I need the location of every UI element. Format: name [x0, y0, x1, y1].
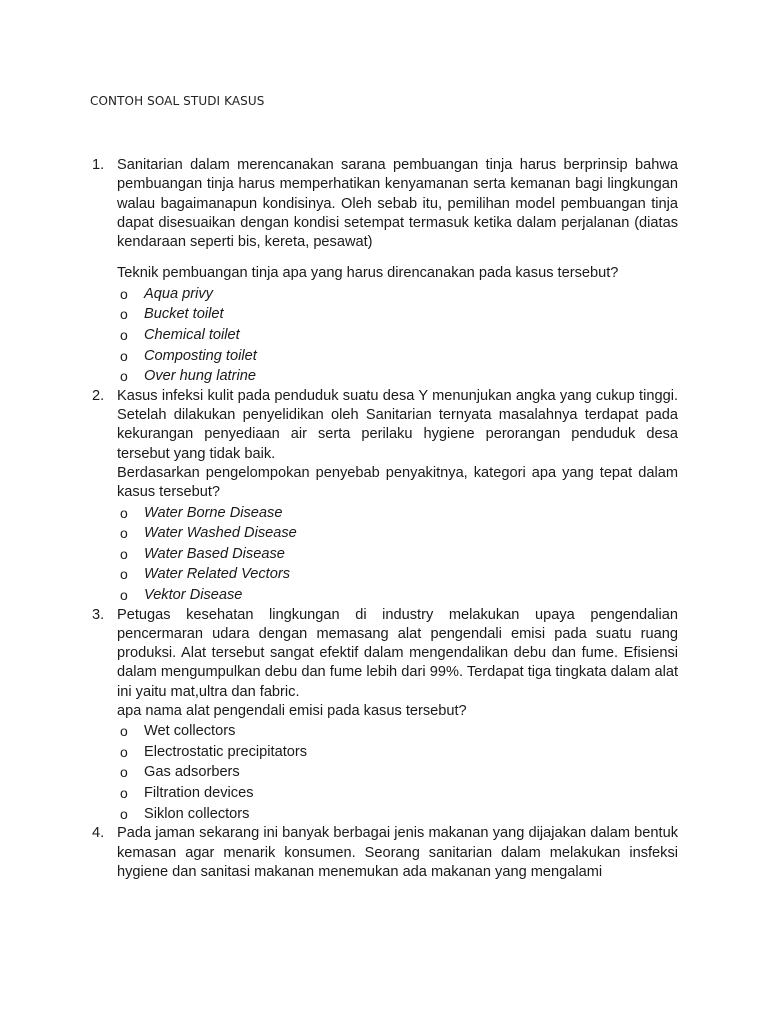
answer-option: o Water Washed Disease [117, 523, 678, 544]
answer-option: o Water Borne Disease [117, 503, 678, 524]
answer-option: o Aqua privy [117, 284, 678, 305]
answer-option: o Vektor Disease [117, 585, 678, 606]
question-prompt: Berdasarkan pengelompokan penyebab penyakitnya, kategori apa yang tepat dalam kasus tersebut? [117, 464, 678, 501]
question-prompt: Teknik pembuangan tinja apa yang harus direncanakan pada kasus tersebut? [117, 265, 619, 282]
question-number: 2. [92, 387, 105, 404]
bullet-icon: o [120, 805, 128, 822]
answer-option: o Water Related Vectors [117, 564, 678, 585]
bullet-icon: o [120, 723, 128, 740]
question-text: Sanitarian dalam merencanakan sarana pembuangan tinja harus berprinsip bahwa pembuangan tinja harus memperhatikan kenyamanan serta kemanan bagi lingkungan walau bagaimanapun kondisinya. Oleh sebab itu, pemilihan model pembuangan tinja dapat disesuaikan dengan kondisi setempat termasuk ketika dalam perjalanan (diatas kendaraan seperti bis, kereta, pesawat) [117, 157, 678, 251]
bullet-icon: o [120, 285, 128, 302]
bullet-icon: o [120, 743, 128, 760]
answer-option: o Chemical toilet [117, 325, 678, 346]
question-list [90, 156, 678, 882]
question-text: Petugas kesehatan lingkungan di industry melakukan upaya pengendalian pencermaran udara dengan memasang alat pengendali emisi pada suatu ruang produksi. Alat tersebut sangat efektif dalam mengendalikan debu dan fume. Efisiensi dalam mengumpulkan debu dan fume lebih dari 99%. Terdapat tiga tingkata dalam alat ini yaitu mat,ultra dan fabric. [117, 606, 678, 700]
answer-option: o Gas adsorbers [117, 762, 678, 783]
question-number: 4. [92, 825, 105, 842]
question-text: Kasus infeksi kulit pada penduduk suatu desa Y menunjukan angka yang cukup tinggi. Setelah dilakukan penyelidikan oleh Sanitarian ternyata masalahnya terdapat pada kekurangan penyediaan air serta perilaku hygiene perorangan penduduk desa tersebut yang tidak baik. [117, 387, 678, 462]
bullet-icon: o [120, 545, 128, 562]
answer-option: o Over hung latrine [117, 366, 678, 387]
bullet-icon: o [120, 368, 128, 385]
document-title: CONTOH SOAL STUDI KASUS [90, 94, 265, 108]
answer-option: o Bucket toilet [117, 304, 678, 325]
bullet-icon: o [120, 525, 128, 542]
question-prompt: apa nama alat pengendali emisi pada kasus tersebut? [117, 702, 467, 719]
bullet-icon: o [120, 326, 128, 343]
question-number: 3. [92, 606, 105, 623]
question-1 [90, 156, 678, 387]
bullet-icon: o [120, 347, 128, 364]
question-text: Pada jaman sekarang ini banyak berbagai jenis makanan yang dijajakan dalam bentuk kemasan agar menarik konsumen. Seorang sanitarian dalam melakukan insfeksi hygiene dan sanitasi makanan menemukan ada makanan yang mengalami [117, 825, 678, 880]
answer-option: o Siklon collectors [117, 804, 678, 825]
answer-options [117, 503, 678, 606]
answer-option: o Filtration devices [117, 783, 678, 804]
answer-options [117, 721, 678, 824]
answer-option: o Composting toilet [117, 346, 678, 367]
answer-option: o Electrostatic precipitators [117, 742, 678, 763]
answer-options [117, 284, 678, 387]
answer-option: o Wet collectors [117, 721, 678, 742]
answer-option: o Water Based Disease [117, 544, 678, 565]
question-4 [90, 824, 678, 882]
bullet-icon: o [120, 785, 128, 802]
bullet-icon: o [120, 566, 128, 583]
question-number: 1. [92, 157, 105, 173]
bullet-icon: o [120, 586, 128, 603]
bullet-icon: o [120, 504, 128, 521]
bullet-icon: o [120, 764, 128, 781]
bullet-icon: o [120, 306, 128, 323]
question-2 [90, 387, 678, 606]
question-3 [90, 606, 678, 825]
